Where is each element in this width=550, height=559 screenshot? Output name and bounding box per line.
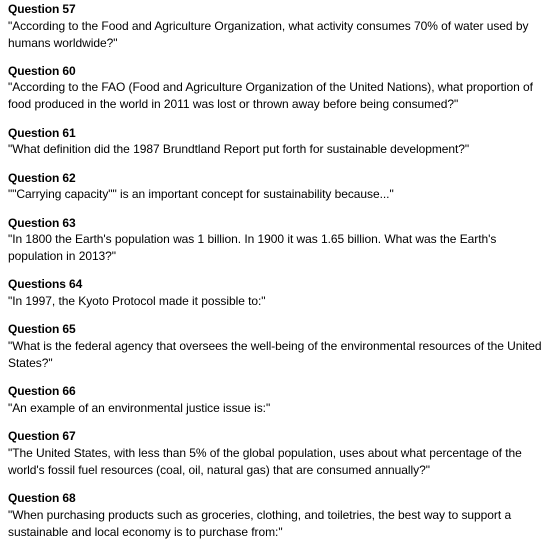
question-block	[8, 171, 544, 204]
question-text: "The United States, with less than 5% of the global population, uses about what percentage of the world's fossil fuel resources (coal, oil, natural gas) that are consumed annually?"	[8, 445, 522, 477]
question-block	[8, 322, 544, 372]
question-block	[8, 2, 544, 52]
question-text: "When purchasing products such as groceries, clothing, and toiletries, the best way to support a sustainable and local economy is to purchase from:"	[8, 507, 512, 539]
question-block	[8, 126, 544, 159]
question-block	[8, 64, 544, 114]
question-title: Question 62	[8, 170, 76, 185]
question-text: "What is the federal agency that oversees the well-being of the environmental resources of the United States?"	[8, 338, 542, 370]
question-block	[8, 384, 544, 417]
question-title: Question 61	[8, 125, 76, 140]
question-title: Question 65	[8, 322, 76, 337]
question-text: "According to the Food and Agriculture Organization, what activity consumes 70% of water used by humans worldwide?"	[8, 18, 529, 50]
question-title: Question 66	[8, 384, 76, 399]
question-text: "According to the FAO (Food and Agriculture Organization of the United Nations), what proportion of food produced in the world in 2011 was lost or thrown away before being consumed?"	[8, 80, 533, 112]
question-block	[8, 216, 544, 266]
question-text: "An example of an environmental justice issue is:"	[8, 400, 271, 415]
question-title: Question 60	[8, 63, 76, 78]
question-block	[8, 491, 544, 541]
question-block	[8, 277, 544, 310]
question-title: Question 57	[8, 2, 76, 16]
question-block	[8, 429, 544, 479]
question-text: "In 1997, the Kyoto Protocol made it possible to:"	[8, 293, 266, 308]
question-title: Question 67	[8, 429, 76, 444]
question-title: Questions 64	[8, 277, 83, 292]
question-title: Question 68	[8, 491, 76, 506]
question-text: "What definition did the 1987 Brundtland Report put forth for sustainable development?"	[8, 142, 470, 157]
question-title: Question 63	[8, 215, 76, 230]
question-text: "In 1800 the Earth's population was 1 billion. In 1900 it was 1.65 billion. What was the Earth's population in 2013?"	[8, 232, 497, 264]
question-text: ""Carrying capacity"" is an important concept for sustainability because..."	[8, 187, 394, 202]
